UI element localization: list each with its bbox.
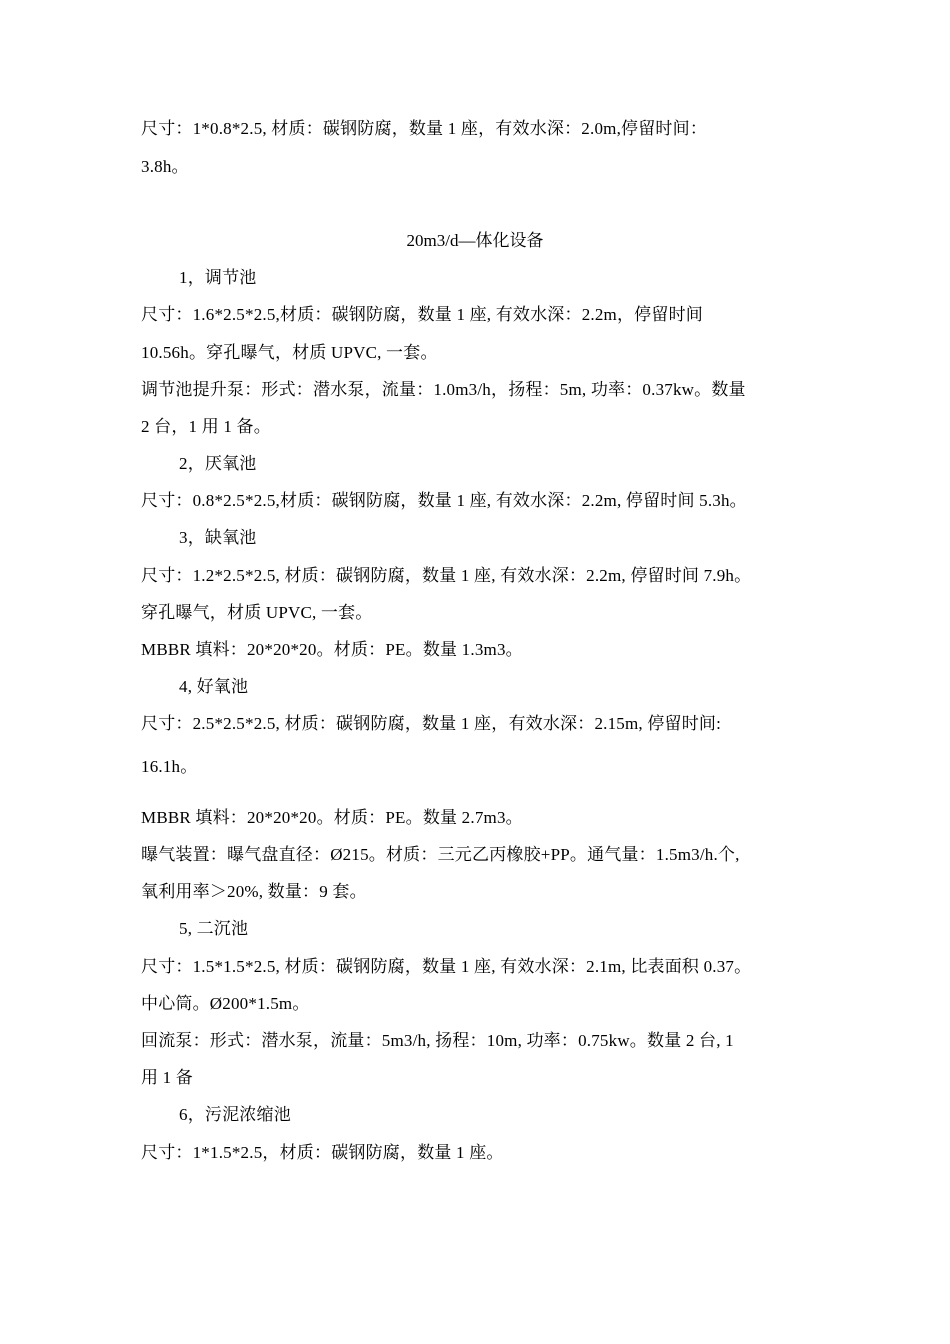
section-4-line-3: MBBR 填料：20*20*20。材质：PE。数量 2.7m3。 xyxy=(141,808,523,827)
section-5-line-1: 尺寸：1.5*1.5*2.5, 材质：碳钢防腐，数量 1 座, 有效水深：2.1m, 比表面积 0.37。 xyxy=(141,957,752,976)
section-4-line-1: 尺寸：2.5*2.5*2.5, 材质：碳钢防腐，数量 1 座，有效水深：2.15m, 停留时间: xyxy=(141,714,722,733)
section-heading-aerobic-tank: 4, 好氧池 xyxy=(179,677,249,696)
section-5-line-2: 中心筒。Ø200*1.5m。 xyxy=(141,994,310,1013)
section-3-line-1: 尺寸：1.2*2.5*2.5, 材质：碳钢防腐，数量 1 座, 有效水深：2.2m, 停留时间 7.9h。 xyxy=(141,566,752,585)
intro-line-1: 尺寸：1*0.8*2.5, 材质：碳钢防腐，数量 1 座，有效水深：2.0m,停留时间： xyxy=(141,119,708,138)
document-title: 20m3/d—体化设备 xyxy=(406,231,544,250)
section-1-line-4: 2 台，1 用 1 备。 xyxy=(141,417,271,436)
section-heading-anaerobic-tank: 2，厌氧池 xyxy=(179,454,257,473)
section-5-line-3: 回流泵：形式：潜水泵，流量：5m3/h, 扬程：10m, 功率：0.75kw。数量 2 台, 1 xyxy=(141,1031,734,1050)
section-2-line-1: 尺寸：0.8*2.5*2.5,材质：碳钢防腐，数量 1 座, 有效水深：2.2m, 停留时间 5.3h。 xyxy=(141,491,747,510)
section-4-line-2: 16.1h。 xyxy=(141,757,198,776)
section-5-line-4: 用 1 备 xyxy=(141,1068,193,1087)
section-heading-anoxic-tank: 3，缺氧池 xyxy=(179,528,257,547)
section-heading-secondary-clarifier: 5, 二沉池 xyxy=(179,919,249,938)
section-4-line-5: 氧利用率＞20%, 数量：9 套。 xyxy=(141,882,367,901)
section-3-line-2: 穿孔曝气，材质 UPVC, 一套。 xyxy=(141,603,373,622)
section-6-line-1: 尺寸：1*1.5*2.5，材质：碳钢防腐，数量 1 座。 xyxy=(141,1143,504,1162)
section-4-line-4: 曝气装置：曝气盘直径：Ø215。材质：三元乙丙橡胶+PP。通气量：1.5m3/h.个, xyxy=(141,845,740,864)
section-1-line-2: 10.56h。穿孔曝气，材质 UPVC, 一套。 xyxy=(141,343,438,362)
section-1-line-3: 调节池提升泵：形式：潜水泵，流量：1.0m3/h，扬程：5m, 功率：0.37kw。数量 xyxy=(141,380,746,399)
section-1-line-1: 尺寸：1.6*2.5*2.5,材质：碳钢防腐，数量 1 座, 有效水深：2.2m，停留时间 xyxy=(141,305,703,324)
section-3-line-3: MBBR 填料：20*20*20。材质：PE。数量 1.3m3。 xyxy=(141,640,523,659)
intro-line-2: 3.8h。 xyxy=(141,157,189,176)
section-heading-sludge-thickener: 6，污泥浓缩池 xyxy=(179,1105,291,1124)
section-heading-regulating-tank: 1，调节池 xyxy=(179,268,257,287)
